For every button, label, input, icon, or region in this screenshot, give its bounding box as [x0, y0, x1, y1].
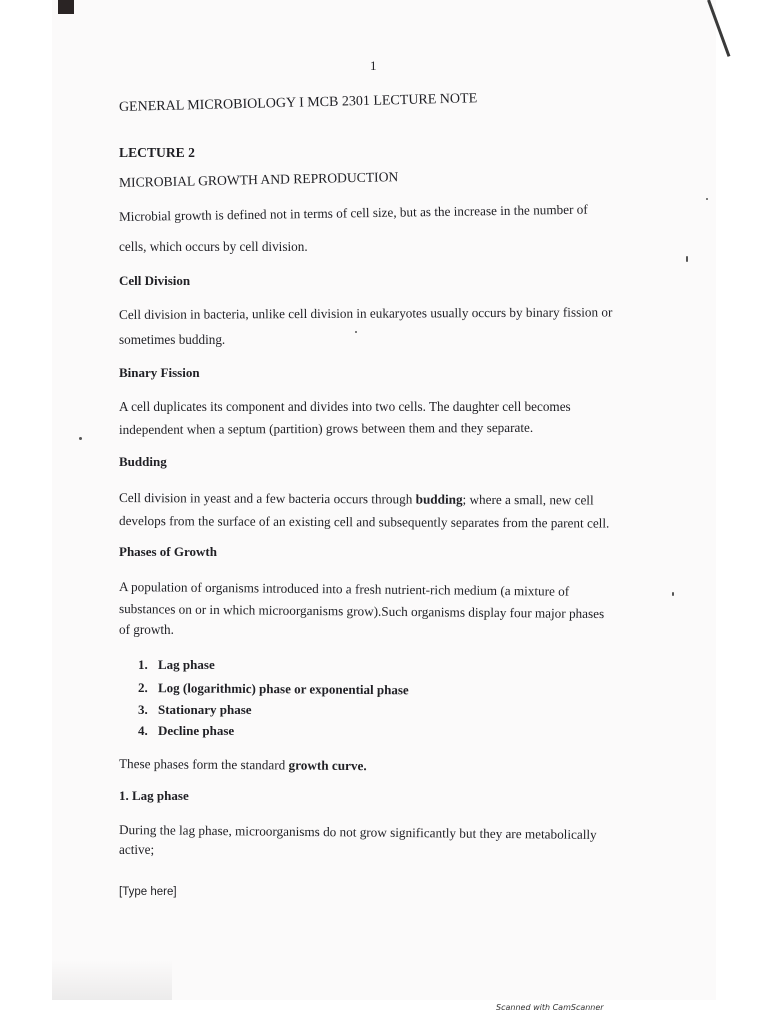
paragraph-line: A cell duplicates its component and divides into two cells. The daughter cell becomes: [119, 399, 571, 414]
list-number: 4.: [138, 723, 148, 738]
page-number: 1: [370, 58, 377, 73]
paragraph-line: develops from the surface of an existing cell and subsequently separates from the parent cell.: [118, 513, 610, 531]
scan-speck: [79, 437, 82, 440]
list-label: Lag phase: [158, 657, 215, 672]
document-title: GENERAL MICROBIOLOGY I MCB 2301 LECTURE NOTE: [118, 91, 478, 115]
scan-speck: [672, 592, 674, 596]
paragraph-line: active;: [119, 842, 155, 857]
list-item: [138, 702, 252, 718]
scan-speck: [686, 256, 688, 262]
scan-corner-mark: [58, 0, 74, 14]
paragraph-line: of growth.: [119, 622, 174, 637]
paragraph-line: Microbial growth is defined not in terms of cell size, but as the increase in the number of: [118, 201, 588, 224]
budding-text-post: ; where a small, new cell: [462, 491, 594, 508]
paragraph-line: A population of organisms introduced into a fresh nutrient-rich medium (a mixture of: [118, 579, 570, 599]
list-number: 1.: [138, 657, 148, 672]
section-title: MICROBIAL GROWTH AND REPRODUCTION: [118, 169, 399, 190]
footer-placeholder: [Type here]: [119, 886, 177, 898]
scanner-watermark: Scanned with CamScanner: [496, 1003, 604, 1012]
binary-fission-heading: Binary Fission: [119, 365, 200, 380]
list-item: [138, 723, 234, 739]
lag-phase-heading: 1. Lag phase: [119, 788, 189, 803]
list-item: [138, 657, 215, 673]
list-label: Decline phase: [158, 723, 235, 738]
paragraph-line: substances on or in which microorganisms grow).Such organisms display four major phases: [118, 601, 605, 622]
list-item: [138, 680, 409, 698]
budding-term: budding: [415, 491, 463, 507]
budding-heading: Budding: [119, 454, 167, 469]
scan-speck: [355, 331, 357, 333]
growth-curve-text: These phases form the standard: [118, 756, 289, 773]
list-number: 3.: [138, 702, 148, 717]
paragraph-line: sometimes budding.: [119, 332, 226, 347]
growth-curve-term: growth curve.: [288, 757, 367, 774]
cell-division-heading: Cell Division: [119, 273, 191, 288]
budding-text-pre: Cell division in yeast and a few bacteria occurs through: [118, 490, 416, 507]
lecture-number: LECTURE 2: [119, 145, 195, 160]
page-shadow: [52, 960, 172, 1000]
scan-speck: [706, 198, 708, 200]
paragraph-line: [119, 491, 594, 507]
paragraph-line: cells, which occurs by cell division.: [119, 239, 308, 254]
list-label: Log (logarithmic) phase or exponential phase: [157, 680, 409, 698]
list-number: 2.: [137, 680, 148, 696]
growth-curve-sentence: [119, 757, 367, 772]
paragraph-line: Cell division in bacteria, unlike cell division in eukaryotes usually occurs by binary fission or: [118, 304, 613, 322]
paragraph-line: During the lag phase, microorganisms do not grow significantly but they are metabolically: [118, 822, 597, 843]
phases-of-growth-heading: Phases of Growth: [119, 544, 217, 559]
paragraph-line: independent when a septum (partition) grows between them and they separate.: [118, 419, 534, 437]
list-label: Stationary phase: [158, 702, 252, 717]
